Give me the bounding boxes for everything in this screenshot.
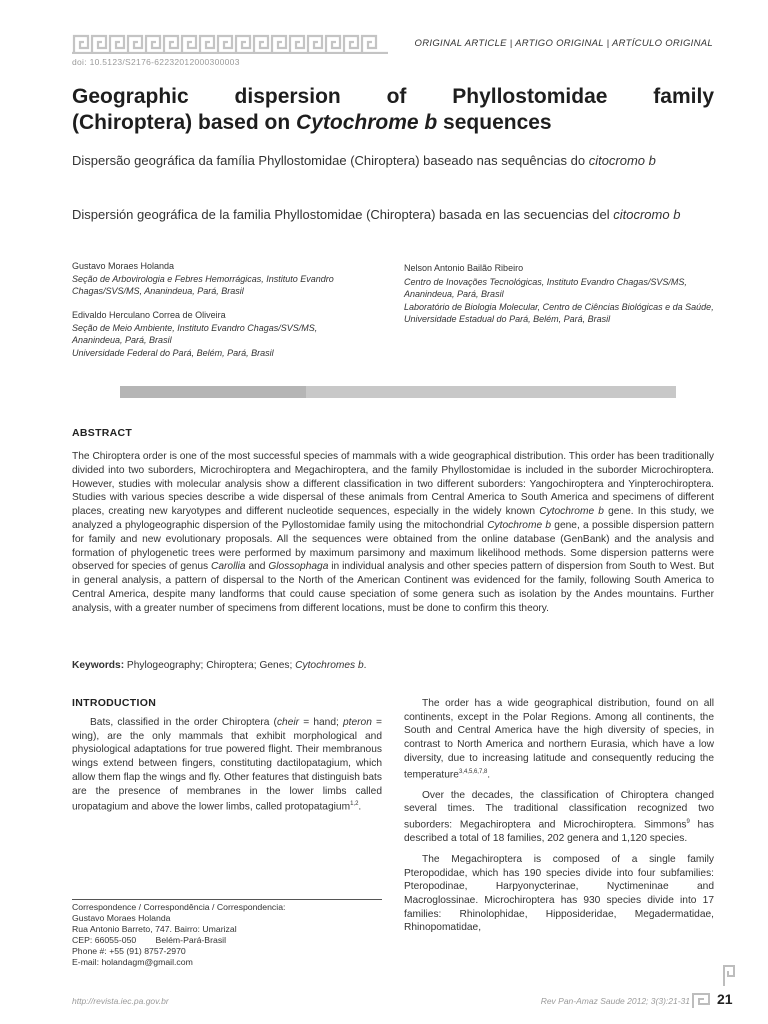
text-italic: pteron bbox=[343, 717, 372, 728]
text-run: Over the decades, the classification of Chiroptera changed several times. The traditional classification recognized two suborders: Megachiroptera and Microchiroptera. Simmons bbox=[404, 789, 714, 831]
correspondence-block bbox=[72, 902, 382, 968]
article-title bbox=[72, 84, 714, 136]
title-line-1: Geographic dispersion of Phyllostomidae family bbox=[72, 85, 714, 108]
title-line-2-italic: Cytochrome b bbox=[296, 111, 438, 134]
author-block-2 bbox=[72, 309, 362, 359]
keywords bbox=[72, 660, 714, 671]
author-name: Gustavo Moraes Holanda bbox=[72, 261, 175, 271]
text-italic: cheir bbox=[276, 717, 300, 728]
abstract-heading: ABSTRACT bbox=[72, 427, 133, 439]
citation-sup: 9 bbox=[686, 819, 690, 826]
decorative-bar-dark bbox=[120, 386, 306, 398]
title-line-2-pre: (Chiroptera) based on bbox=[72, 111, 297, 134]
abstract-part: gene, a possible dispersion pattern for family and new evolutionary proposals. All the sequences were obtained from the online database (GenBank) and the analysis and formation of phylogenetic trees were performed by maximum parsimony and maximum likelihood methods. Some dispersion patterns were observed for species of genus bbox=[72, 519, 714, 573]
subtitle-es-text: Dispersión geográfica de la familia Phyllostomidae (Chiroptera) basada en las secuencias del bbox=[72, 207, 614, 222]
text-run: Bats, classified in the order Chiroptera ( bbox=[90, 717, 277, 728]
doi: doi: 10.5123/S2176-62232012000300003 bbox=[72, 57, 240, 67]
article-type: ORIGINAL ARTICLE | ARTIGO ORIGINAL | ARTÍCULO ORIGINAL bbox=[414, 38, 713, 49]
author-block-1 bbox=[72, 260, 382, 298]
correspondence-divider bbox=[72, 899, 382, 900]
abstract-part: in individual analysis and other species pattern of dispersion from South to West. But in general analysis, a pattern of dispersal to the North of the American Continent was evidenced for the family, following South America to Central America, despite many landforms that could cause speciation of some genera such as isolation by the Andes mountains. Further analysis, with a greater number of specimens from different locations, must be done to confirm this theory. bbox=[72, 561, 714, 614]
paragraph bbox=[404, 789, 714, 846]
greek-key-ornament bbox=[72, 34, 390, 54]
correspondence-email[interactable]: E-mail: holandagm@gmail.com bbox=[72, 957, 193, 967]
introduction-heading: INTRODUCTION bbox=[72, 697, 157, 709]
author-name: Nelson Antonio Bailão Ribeiro bbox=[404, 263, 524, 273]
keywords-label: Keywords: bbox=[72, 660, 125, 671]
subtitle-spanish bbox=[72, 206, 714, 223]
page-number: 21 bbox=[717, 991, 733, 1007]
subtitle-es-italic: citocromo b bbox=[613, 207, 681, 222]
text-run: The order has a wide geographical distribution, found on all continents, except in the Polar Regions. Among all continents, the South and Central America have the high diversity of species, in contrast to North America and northern Eurasia, which have a low diversity, due to increasing latitude and consequently reducing the temperature bbox=[404, 698, 714, 780]
abstract-italic: Glossophaga bbox=[268, 561, 329, 573]
text-run: = hand; bbox=[299, 717, 343, 728]
author-block-3 bbox=[404, 262, 714, 326]
abstract-italic: Carollia bbox=[211, 561, 246, 573]
author-affiliation-2: Laboratório de Biologia Molecular, Centro de Ciências Biológicas e da Saúde, Universidade Estadual do Pará, Belém, Pará, Brasil bbox=[404, 301, 714, 324]
abstract-italic: Cytochrome b bbox=[539, 506, 604, 518]
introduction-left-column bbox=[72, 716, 382, 814]
author-name: Edivaldo Herculano Correa de Oliveira bbox=[72, 310, 226, 320]
correspondence-name: Gustavo Moraes Holanda bbox=[72, 913, 171, 923]
subtitle-portuguese bbox=[72, 152, 714, 169]
abstract-italic: Cytochrome b bbox=[487, 519, 552, 531]
footer-url[interactable]: http://revista.iec.pa.gov.br bbox=[72, 996, 169, 1006]
title-line-2-post: sequences bbox=[437, 111, 552, 134]
introduction-right-column bbox=[404, 697, 714, 942]
abstract-text bbox=[72, 450, 714, 616]
paragraph bbox=[72, 716, 382, 814]
abstract-part: The Chiroptera order is one of the most successful species of mammals with a wide geographical distribution. This order has been traditionally divided into two suborders, Microchiroptera and Megachiroptera, and the family Phyllostomidae is included in the suborder Microchiroptera. However, studies with molecular analysis show a different classification in two different suborders: Yangochiroptera and Yinpterochiroptera. Studies with various species describe a wide dispersal of these animals from Central America to South America and specimens of different places, creating new karyotypes and different nucleotide sequences, especially in the widely known bbox=[72, 451, 714, 518]
paragraph bbox=[404, 697, 714, 782]
footer-citation: Rev Pan-Amaz Saude 2012; 3(3):21-31 bbox=[540, 996, 690, 1006]
text-run: has described a total of 18 families, 202 genera and 1,120 species. bbox=[404, 819, 714, 845]
author-affiliation-2: Universidade Federal do Pará, Belém, Pará, Brasil bbox=[72, 347, 274, 358]
subtitle-pt-italic: citocromo b bbox=[588, 153, 656, 168]
citation-sup: 1,2 bbox=[350, 801, 359, 808]
author-affiliation: Seção de Arbovirologia e Febres Hemorrágicas, Instituto Evandro Chagas/SVS/MS, Ananindeua, Pará, Brasil bbox=[72, 273, 334, 296]
text-run: = wing), are the only mammals that exhibit morphological and physiological adaptations for true powered flight. Their membranous wings extend between fingers, constituting dactilopatagium, which allow them flap the wings and fly. Other features that distinguish bats are the presence of membranes in the lower limbs called uropatagium and above the lower limbs, called protopatagium bbox=[72, 717, 383, 813]
text-run: . bbox=[358, 801, 362, 813]
correspondence-heading: Correspondence / Correspondência / Correspondencia: bbox=[72, 902, 286, 912]
citation-sup: 3,4,5,6,7,8 bbox=[458, 768, 488, 775]
paragraph: The Megachiroptera is composed of a single family Pteropodidae, which has 190 species divide into four subfamilies: Pteropodinae, Harpyonycterinae, Nyctimeninae and Macroglossinae. Microchiroptera has 930 species divide into 17 families: Rhinolophidae, Hipposideridae, Megadermatidae, Rhinopomatidae, bbox=[404, 853, 714, 934]
keywords-italic: Cytochromes b bbox=[295, 660, 364, 671]
keywords-end: . bbox=[363, 660, 367, 671]
text-run: . bbox=[487, 768, 491, 780]
author-affiliation: Seção de Meio Ambiente, Instituto Evandro Chagas/SVS/MS, Ananindeua, Pará, Brasil bbox=[72, 322, 318, 345]
correspondence-address: Rua Antonio Barreto, 747. Bairro: Umarizal bbox=[72, 924, 237, 934]
author-affiliation: Centro de Inovações Tecnológicas, Instituto Evandro Chagas/SVS/MS, Ananindeua, Pará, Brasil bbox=[404, 276, 687, 299]
keywords-text: Phylogeography; Chiroptera; Genes; bbox=[124, 660, 296, 671]
subtitle-pt-text: Dispersão geográfica da família Phyllostomidae (Chiroptera) baseado nas sequências do bbox=[72, 153, 589, 168]
side-greek-ornament bbox=[722, 964, 736, 988]
abstract-part: gene. In this study, we analyzed a phylogeographic dispersion of the Pyllostomidae family using the mitochondrial bbox=[72, 506, 714, 531]
correspondence-phone: Phone #: +55 (91) 8757-2970 bbox=[72, 946, 186, 956]
abstract-part: and bbox=[245, 561, 269, 573]
footer-greek-ornament bbox=[692, 993, 712, 1009]
correspondence-cep: CEP: 66055-050 Belém-Pará-Brasil bbox=[72, 935, 227, 945]
